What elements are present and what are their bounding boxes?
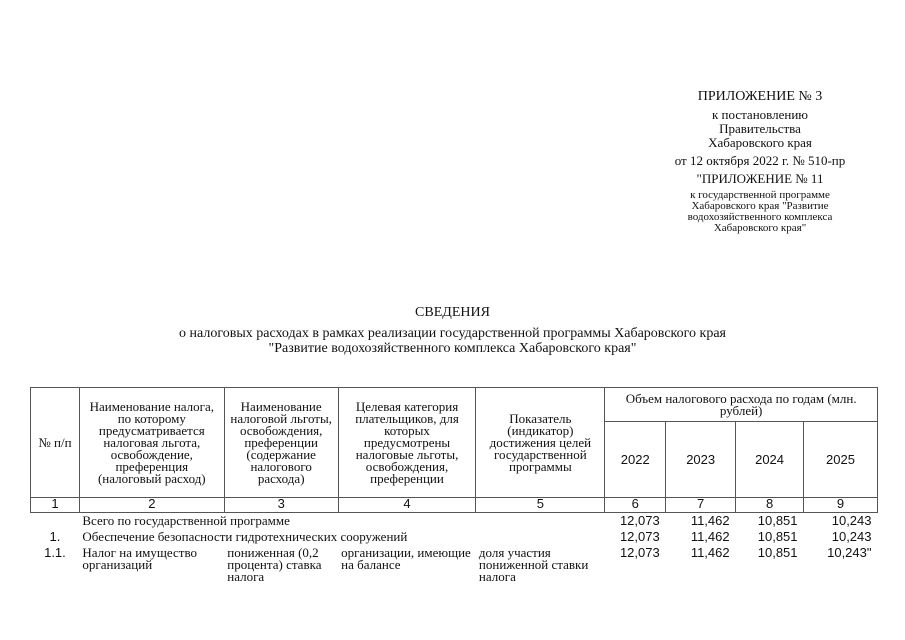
table-row: [31, 529, 878, 545]
column-number: 6: [605, 498, 666, 513]
title-main: СВЕДЕНИЯ: [415, 305, 490, 320]
row-name: Обеспечение безопасности гидротехнических сооружений: [82, 529, 408, 544]
header-year: 2022: [605, 422, 666, 498]
column-number: 2: [79, 498, 224, 513]
row-value: 10,851: [757, 529, 798, 544]
row-value: 12,073: [619, 513, 660, 528]
header-year: 2025: [804, 422, 878, 498]
row-value: 12,073: [619, 529, 660, 544]
column-number: 4: [338, 498, 476, 513]
column-number: 9: [804, 498, 878, 513]
row-tax: Налог на имущество организаций: [82, 545, 197, 572]
tax-expenses-table: [30, 387, 878, 585]
appendix-line: к постановлению: [711, 107, 809, 122]
table-row-total: [31, 513, 878, 530]
row-indicator: доля участия пониженной ставки налога: [478, 545, 589, 584]
row-value: 10,243: [831, 529, 872, 544]
header-year: 2024: [736, 422, 804, 498]
row-value: 11,462: [690, 513, 730, 528]
appendix-line: Правительства: [719, 121, 801, 136]
appendix-sub-line: к государственной программе: [690, 189, 830, 201]
header-num: № п/п: [31, 388, 80, 498]
column-number: 7: [666, 498, 736, 513]
appendix-block: [600, 90, 905, 234]
row-value: 11,462: [690, 529, 730, 544]
header-category: Целевая категория плательщиков, для которых предусмотрены налоговые льготы, освобождения, преференции: [338, 388, 476, 498]
appendix-sub-line: Хабаровского края "Развитие: [691, 200, 829, 212]
row-value: 10,243: [831, 513, 872, 528]
row-index: 1.1.: [44, 545, 66, 560]
row-benefit: пониженная (0,2 процента) ставка налога: [227, 545, 322, 584]
row-index: [31, 513, 80, 530]
appendix-date: от 12 октября 2022 г. № 510-пр: [674, 153, 846, 168]
row-value: 12,073: [619, 545, 660, 560]
appendix-line: Хабаровского края: [708, 135, 812, 150]
header-tax-name: Наименование налога, по которому предусматривается налоговая льгота, освобождение, преференция (налоговый расход): [79, 388, 224, 498]
column-number: 5: [476, 498, 605, 513]
appendix-sub-line: водохозяйственного комплекса: [687, 211, 833, 223]
row-name: Всего по государственной программе: [82, 513, 290, 528]
appendix-title: ПРИЛОЖЕНИЕ № 3: [697, 89, 823, 104]
row-value: 10,243": [827, 545, 872, 560]
header-benefit-name: Наименование налоговой льготы, освобождения, преференции (содержание налогового расхода): [224, 388, 338, 498]
document-title: [0, 305, 905, 356]
appendix-subtitle: "ПРИЛОЖЕНИЕ № 11: [696, 171, 824, 186]
column-number: 8: [736, 498, 804, 513]
row-value: 10,851: [757, 513, 798, 528]
row-value: 11,462: [690, 545, 730, 560]
title-line: о налоговых расходах в рамках реализации государственной программы Хабаровского края: [179, 326, 726, 341]
column-number: 1: [31, 498, 80, 513]
column-number: 3: [224, 498, 338, 513]
table-row: [31, 545, 878, 585]
row-value: 10,851: [757, 545, 798, 560]
header-volume-group: Объем налогового расхода по годам (млн. рублей): [605, 388, 878, 422]
appendix-sub-line: Хабаровского края": [713, 222, 807, 234]
row-index: 1.: [49, 529, 61, 544]
header-indicator: Показатель (индикатор) достижения целей государственной программы: [476, 388, 605, 498]
title-line: "Развитие водохозяйственного комплекса Хабаровского края": [268, 341, 637, 356]
header-year: 2023: [666, 422, 736, 498]
row-category: организации, имеющие на балансе: [341, 545, 471, 572]
